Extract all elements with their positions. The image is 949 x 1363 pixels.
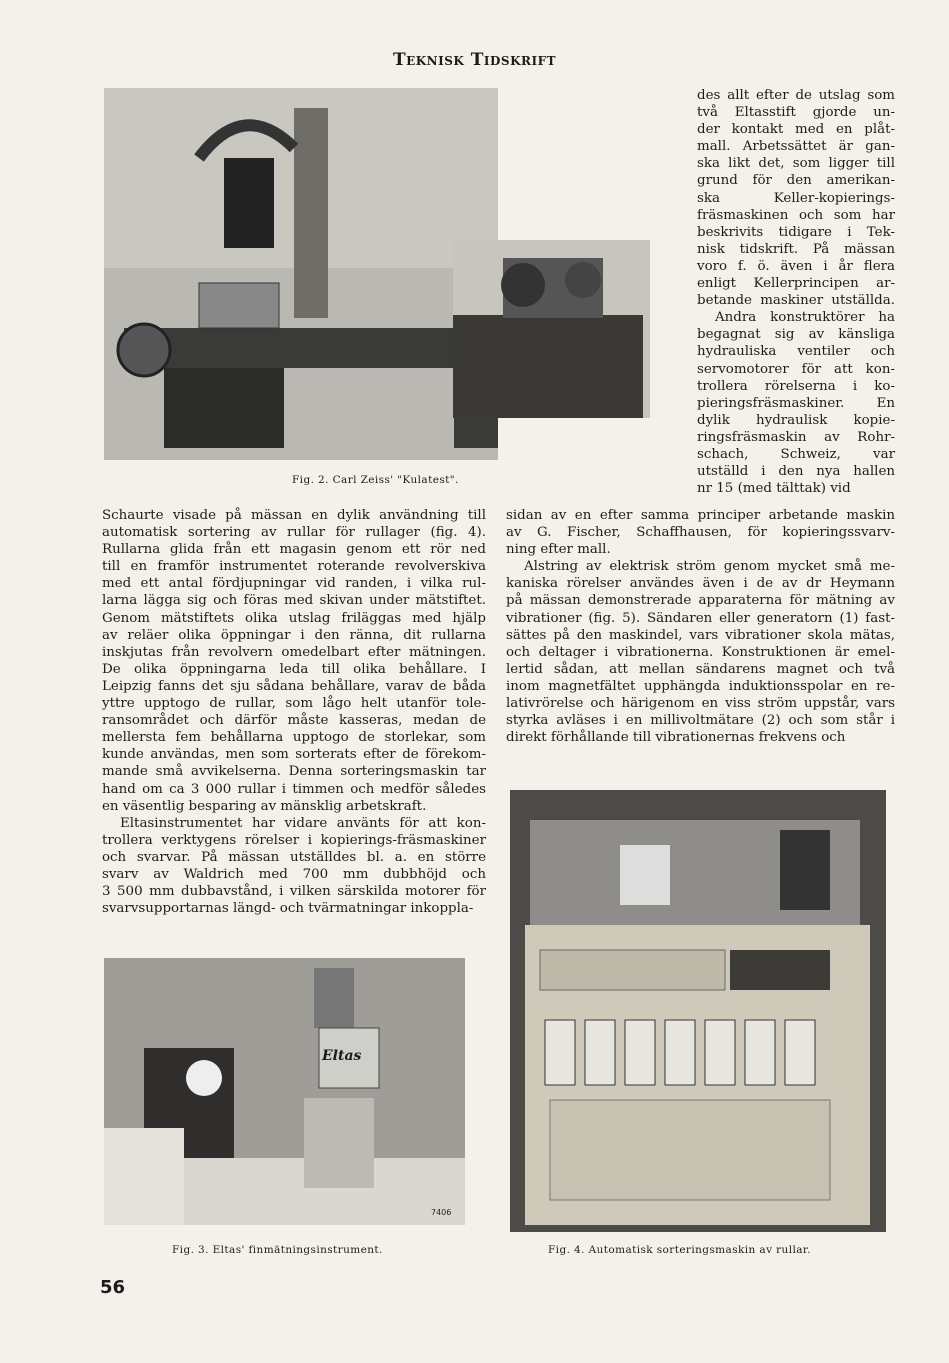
- text-line: med ett antal fördjupningar vid randen, i vilka rul-: [102, 576, 486, 592]
- text-line: enligt Kellerprincipen ar-: [697, 276, 895, 292]
- page-number: 56: [100, 1277, 126, 1298]
- text-line: mall. Arbetssättet är gan-: [697, 139, 895, 155]
- text-line: styrka avläses i en millivoltmätare (2) och som står i: [506, 713, 895, 729]
- text-line: hand om ca 3 000 rullar i timmen och medför således: [102, 781, 486, 797]
- text-line: Eltasinstrumentet har vidare använts för att kon-: [120, 815, 486, 831]
- text-line: utställd i den nya hallen: [697, 464, 895, 480]
- text-line: lertid sådan, att mellan sändarens magnet och två: [506, 661, 895, 677]
- text-line: grund för den amerikan-: [697, 173, 895, 189]
- text-line: De olika öppningarna leda till olika behållare. I: [102, 661, 486, 677]
- text-line: nisk tidskrift. På mässan: [697, 241, 895, 257]
- text-line: och deltager i vibrationerna. Konstruktionen är emel-: [506, 644, 895, 660]
- fig2-photo: [104, 88, 498, 460]
- journal-title: Teknisk Tidskrift: [392, 50, 557, 70]
- text-line: på mässan demonstrerade apparaterna för mätning av: [506, 593, 895, 609]
- fig3-caption: Fig. 3. Eltas' finmätningsinstrument.: [172, 1244, 383, 1256]
- text-line: voro f. ö. även i år flera: [697, 258, 895, 274]
- text-line: ringsfräsmaskin av Rohr-: [697, 429, 895, 445]
- text-line: Rullarna glida från ett magasin genom ett rör ned: [102, 542, 486, 558]
- text-line: pieringsfräsmaskiner. En: [697, 395, 895, 411]
- text-line: der kontakt med en plåt-: [697, 122, 895, 138]
- fig3-photo: [104, 958, 465, 1225]
- text-line: dylik hydraulisk kopie-: [697, 412, 895, 428]
- text-line: Genom mätstiftets olika utslag friläggas med hjälp: [102, 610, 486, 626]
- text-line: direkt förhållande till vibrationernas frekvens och: [506, 730, 846, 746]
- text-line: mellersta fem behållarna upptogo de storlekar, som: [102, 730, 486, 746]
- fig3-number-label: 7406: [431, 1208, 452, 1217]
- text-line: nr 15 (med tälttak) vid: [697, 481, 851, 497]
- text-line: ska Keller-kopierings-: [697, 190, 895, 206]
- text-line: till en framför instrumentet roterande revolverskiva: [102, 559, 486, 575]
- right-top-text: [697, 87, 895, 497]
- text-line: Alstring av elektrisk ström genom mycket små me-: [524, 559, 895, 575]
- fig2-photo-right: [453, 240, 650, 418]
- text-line: hydrauliska ventiler och: [697, 344, 895, 360]
- text-line: larna lägga sig och föras med skivan under mätstiftet.: [102, 593, 486, 609]
- text-line: 3 500 mm dubbavstånd, i vilken särskilda motorer för: [102, 884, 486, 900]
- text-line: servomotorer för att kon-: [697, 361, 895, 377]
- text-line: Andra konstruktörer ha: [715, 310, 895, 326]
- text-line: två Eltasstift gjorde un-: [697, 105, 895, 121]
- text-line: yttre upptogo de rullar, som lågo helt utanför tole-: [102, 696, 486, 712]
- text-line: och svarvar. På mässan utställdes bl. a. en större: [102, 849, 486, 865]
- text-line: inskjutas från revolvern omedelbart efter mätningen.: [102, 644, 486, 660]
- text-line: betande maskiner utställda.: [697, 293, 895, 309]
- fig3-brand-label: Eltas: [322, 1048, 362, 1064]
- text-line: Leipzig fanns det sju sådana behållare, varav de båda: [102, 678, 486, 694]
- text-line: ska likt det, som ligger till: [697, 156, 895, 172]
- text-line: automatisk sortering av rullar för rullager (fig. 4).: [102, 525, 486, 541]
- text-line: inom magnetfältet upphängda induktionsspolar en re-: [506, 678, 895, 694]
- fig4-photo: [510, 790, 886, 1232]
- right-full-text: [506, 507, 895, 746]
- text-line: schach, Schweiz, var: [697, 446, 895, 462]
- text-line: lativrörelse och härigenom en viss ström uppstår, vars: [506, 696, 895, 712]
- text-line: sidan av en efter samma principer arbetande maskin: [506, 508, 895, 523]
- text-line: begagnat sig av känsliga: [697, 327, 895, 343]
- text-line: fräsmaskinen och som har: [697, 207, 895, 223]
- fig2-caption: Fig. 2. Carl Zeiss' "Kulatest".: [292, 474, 459, 486]
- text-line: des allt efter de utslag som: [697, 88, 895, 103]
- text-line: en väsentlig besparing av mänsklig arbetskraft.: [102, 798, 427, 814]
- text-line: vibrationer (fig. 5). Sändaren eller generatorn (1) fast-: [506, 610, 895, 626]
- text-line: kaniska rörelser användes även i de av dr Heymann: [506, 576, 895, 592]
- left-column-text: [102, 507, 486, 917]
- fig4-caption: Fig. 4. Automatisk sorteringsmaskin av rullar.: [548, 1244, 811, 1256]
- text-line: kunde användas, men som sorterats efter de förekom-: [102, 747, 486, 763]
- text-line: sättes på den maskindel, vars vibrationer skola mätas,: [506, 627, 895, 643]
- text-line: ransområdet och därför måste kasseras, medan de: [102, 713, 486, 729]
- text-line: ning efter mall.: [506, 542, 611, 558]
- text-line: beskrivits tidigare i Tek-: [697, 224, 895, 240]
- text-line: av reläer olika öppningar i den ränna, dit rullarna: [102, 627, 486, 643]
- text-line: av G. Fischer, Schaffhausen, för kopieringssvarv-: [506, 525, 895, 541]
- text-line: svarv av Waldrich med 700 mm dubbhöjd och: [102, 866, 486, 882]
- text-line: Schaurte visade på mässan en dylik användning till: [102, 508, 486, 523]
- text-line: mande små avvikelserna. Denna sorteringsmaskin tar: [102, 764, 486, 780]
- text-line: svarvsupportarnas längd- och tvärmatningar inkoppla-: [102, 901, 474, 917]
- text-line: trollera rörelserna i ko-: [697, 378, 895, 394]
- text-line: trollera verktygens rörelser i kopierings-fräsmaskiner: [102, 832, 486, 848]
